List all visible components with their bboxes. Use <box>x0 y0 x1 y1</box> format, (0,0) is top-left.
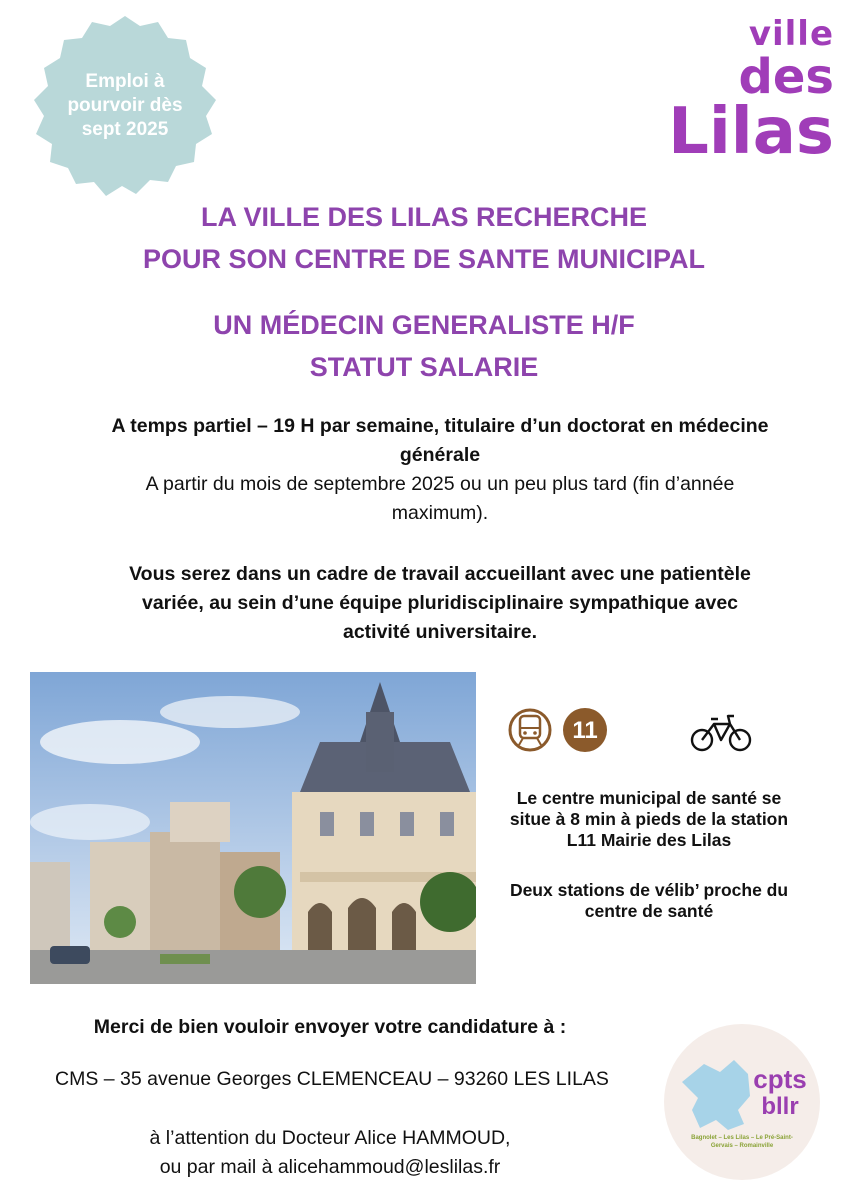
transport-icons <box>508 704 808 760</box>
logo-line-3: Lilas <box>668 95 834 169</box>
application-email[interactable]: ou par mail à alicehammoud@leslilas.fr <box>159 1156 501 1178</box>
hiring-badge <box>30 14 220 200</box>
metro-info: Le centre municipal de santé se situe à 8 min à pieds de la station L11 Mairie des Lilas <box>509 788 789 850</box>
cpts-footer-text: Bagnolet – Les Lilas – Le Pré-Saint-Gervais – Romainville <box>691 1135 793 1149</box>
headline-line-1: LA VILLE DES LILAS RECHERCHE <box>200 202 648 232</box>
metro-icon <box>510 710 550 750</box>
ville-des-lilas-logo <box>634 14 834 169</box>
headline <box>0 196 848 280</box>
position-line-2: STATUT SALARIE <box>309 352 539 382</box>
metro-line-number: 11 <box>572 717 598 744</box>
velib-info: Deux stations de vélib’ proche du centre de santé <box>509 880 789 921</box>
job-details <box>110 412 770 528</box>
logo-line-1: ville <box>748 14 834 54</box>
position-title <box>0 304 848 388</box>
cpts-title: cpts <box>753 1064 807 1094</box>
cpts-bllr-logo <box>664 1024 820 1180</box>
application-intro: Merci de bien vouloir envoyer votre candidature à : <box>93 1016 567 1038</box>
position-line-1: UN MÉDECIN GENERALISTE H/F <box>213 310 635 340</box>
logo-line-2: des <box>738 49 834 105</box>
line-11-badge <box>563 708 607 752</box>
bicycle-icon <box>692 716 750 750</box>
job-details-bold: A temps partiel – 19 H par semaine, titulaire d’un doctorat en médecine générale <box>111 415 769 466</box>
headline-line-2: POUR SON CENTRE DE SANTE MUNICIPAL <box>142 244 706 274</box>
town-hall-photo <box>30 672 476 984</box>
job-details-start: A partir du mois de septembre 2025 ou un peu plus tard (fin d’année maximum). <box>145 473 735 524</box>
cpts-subtitle: bllr <box>761 1093 799 1120</box>
work-environment-text: Vous serez dans un cadre de travail accueillant avec une patientèle variée, au sein d’une équipe pluridisciplinaire sympathique avec activité universitaire. <box>129 563 751 643</box>
application-address: CMS – 35 avenue Georges CLEMENCEAU – 93260 LES LILAS <box>55 1068 609 1090</box>
badge-text: Emploi à pourvoir dès sept 2025 <box>67 71 183 140</box>
application-attention: à l’attention du Docteur Alice HAMMOUD, <box>149 1127 511 1149</box>
